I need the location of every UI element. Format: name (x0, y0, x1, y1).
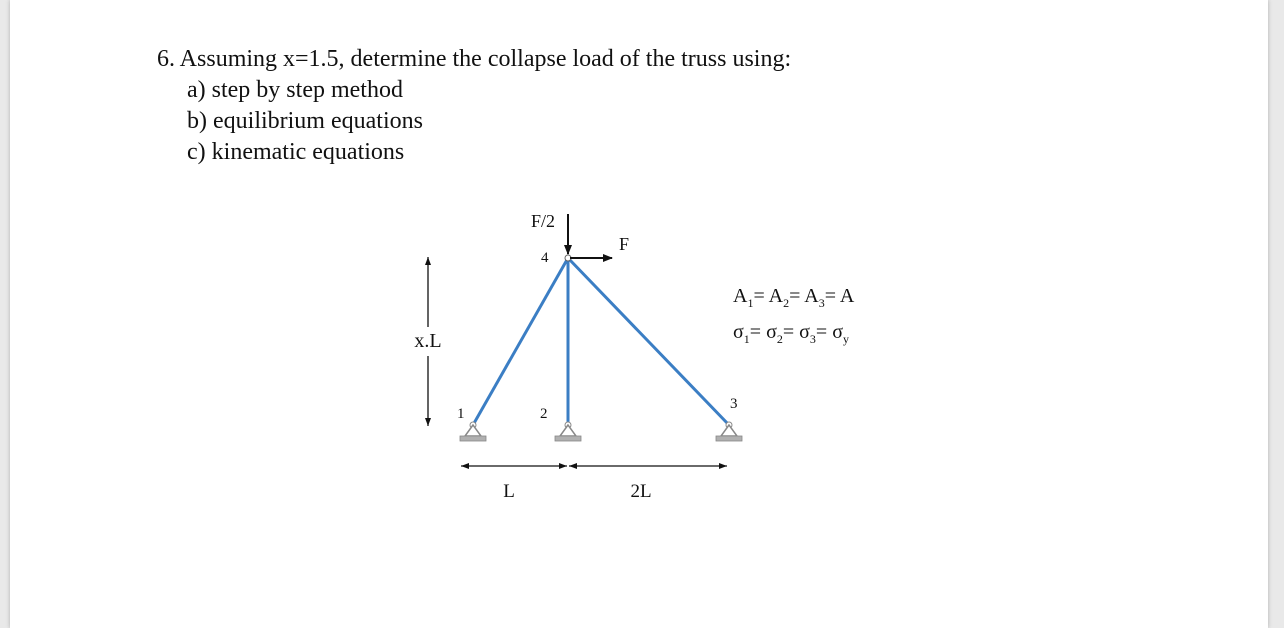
area-equation: $A_1= A_2= A_3= A$ (733, 285, 855, 310)
node-3-label: 3 (730, 396, 738, 412)
bar-3 (568, 258, 729, 425)
part-c: c) kinematic equations (187, 139, 405, 165)
height-label: x.L (414, 330, 442, 352)
stress-equation: $\sigma_1= \sigma_2= \sigma_3= \sigma_y$ (733, 321, 849, 346)
part-a: a) step by step method (187, 77, 403, 103)
pin-support-3 (716, 422, 742, 441)
node-1-label: 1 (457, 406, 465, 422)
bar-1 (473, 258, 568, 425)
node-2-label: 2 (540, 406, 548, 422)
question-title: 6. Assuming x=1.5, determine the collapse load of the truss using: (157, 46, 792, 72)
span-2l-label: 2L (630, 481, 652, 502)
node-4-label: 4 (541, 250, 549, 266)
pin-support-2 (555, 422, 581, 441)
span-l-label: L (503, 481, 515, 502)
vertical-load-label: F/2 (531, 211, 556, 231)
part-b: b) equilibrium equations (187, 108, 423, 134)
pin-support-1 (460, 422, 486, 441)
horizontal-load-label: F (619, 234, 630, 254)
